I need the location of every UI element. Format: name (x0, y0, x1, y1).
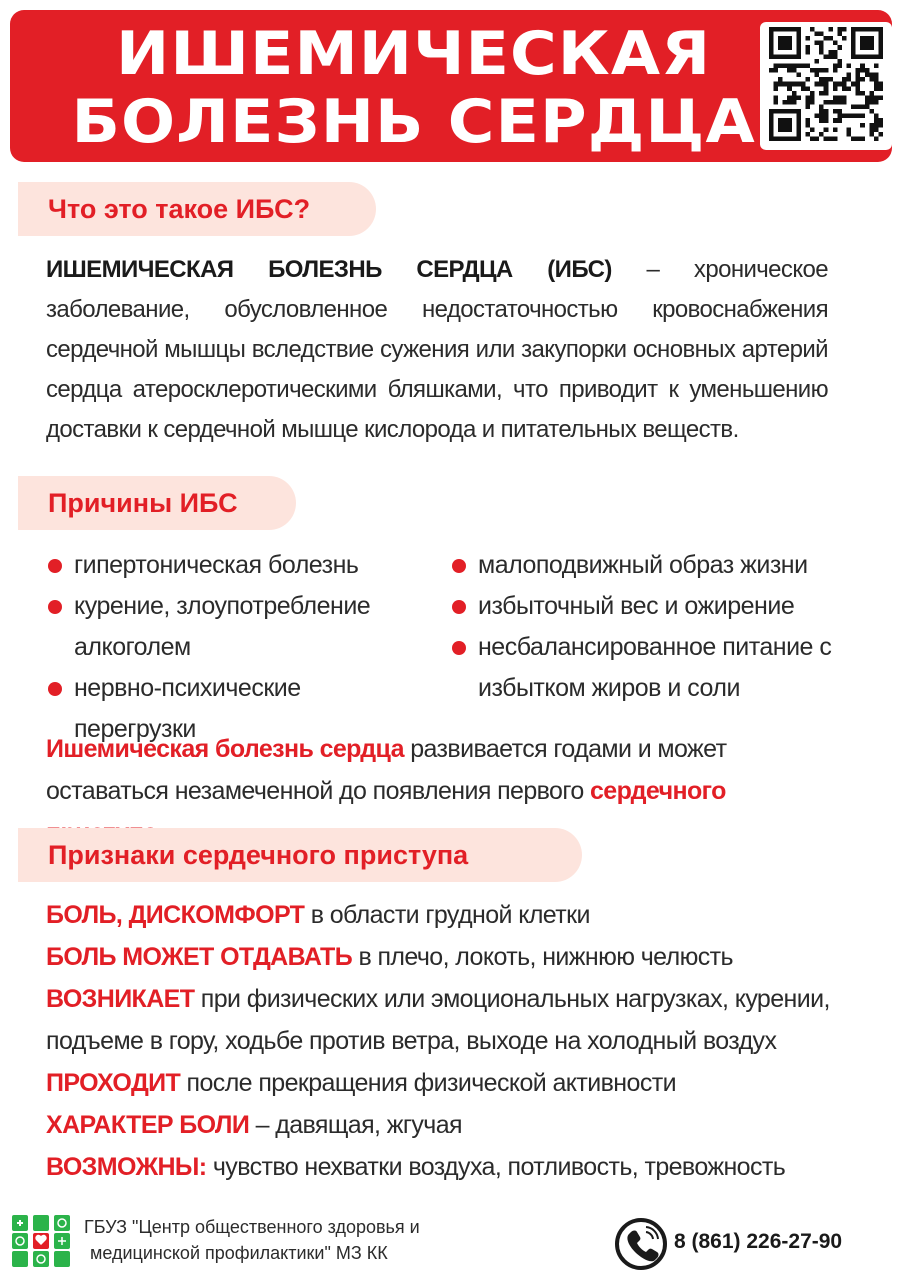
sign-text: при физических или эмоциональных нагрузках, курении, подъеме в гору, ходьбе против ветра, выходе на холодный воздух (46, 985, 830, 1055)
sign-text: в плечо, локоть, нижнюю челюсть (352, 943, 733, 971)
list-item: малоподвижный образ жизни (450, 545, 870, 586)
health-center-logo-icon (10, 1213, 72, 1269)
qr-code-icon (769, 27, 883, 141)
organization-name (84, 1214, 420, 1266)
section-heading-what: Что это такое ИБС? (18, 182, 376, 236)
sign-key: БОЛЬ МОЖЕТ ОТДАВАТЬ (46, 943, 353, 971)
title-line-1: ИШЕМИЧЕСКАЯ (116, 19, 712, 89)
causes-list-right (450, 545, 870, 709)
definition-paragraph (46, 250, 828, 450)
page-title (32, 20, 795, 156)
note-highlight-attack: сердечного (589, 777, 726, 805)
note-highlight-disease: Ишемическая болезнь сердца (46, 735, 404, 763)
sign-item (46, 936, 876, 978)
sign-item (46, 1146, 876, 1188)
list-item: курение, злоупотребление алкоголем (46, 586, 426, 668)
list-item: гипертоническая болезнь (46, 545, 426, 586)
sign-item (46, 894, 876, 936)
signs-list (46, 894, 876, 1188)
website-link[interactable]: WWW.MED-PROF.RU (765, 141, 871, 152)
list-item: нервно-психические перегрузки (46, 668, 426, 750)
phone-icon (615, 1218, 667, 1270)
phone-number[interactable]: 8 (861) 226-27-90 (674, 1230, 843, 1253)
list-item: избыточный вес и ожирение (450, 586, 870, 627)
causes-list-left (46, 545, 426, 750)
sign-item (46, 1104, 876, 1146)
sign-text: – давящая, жгучая (249, 1111, 462, 1139)
definition-term: ИШЕМИЧЕСКАЯ БОЛЕЗНЬ СЕРДЦА (ИБС) (46, 256, 612, 283)
section-heading-signs: Признаки сердечного приступа (18, 828, 582, 882)
section-heading-causes: Причины ИБС (18, 476, 296, 530)
qr-code[interactable] (760, 22, 892, 150)
header-banner (10, 10, 892, 162)
sign-item (46, 978, 876, 1062)
org-line-2: медицинской профилактики" МЗ КК (90, 1243, 388, 1263)
sign-key: ВОЗМОЖНЫ: (46, 1153, 207, 1181)
note-text: развивается годами и может оставаться незамеченной до появления первого (46, 735, 727, 805)
sign-text: в области грудной клетки (304, 901, 590, 929)
list-item: несбалансированное питание с избытком жиров и соли (450, 627, 870, 709)
sign-key: ПРОХОДИТ (46, 1069, 181, 1097)
sign-text: чувство нехватки воздуха, потливость, тревожность (206, 1153, 786, 1181)
org-line-1: ГБУЗ "Центр общественного здоровья и (84, 1217, 420, 1237)
sign-key: ВОЗНИКАЕТ (46, 985, 195, 1013)
sign-key: БОЛЬ, ДИСКОМФОРТ (46, 901, 305, 929)
sign-item (46, 1062, 876, 1104)
sign-text: после прекращения физической активности (180, 1069, 676, 1097)
title-line-2: БОЛЕЗНЬ СЕРДЦА (71, 87, 756, 157)
sign-key: ХАРАКТЕР БОЛИ (46, 1111, 250, 1139)
definition-text: – хроническое заболевание, обусловленное недостаточностью кровоснабжения сердечной мышцы вследствие сужения или закупорки основных артерий сердца атеросклеротическими бляшками, что приводит к уменьшению доставки к сердечной мышце кислорода и питательных веществ. (46, 256, 828, 443)
